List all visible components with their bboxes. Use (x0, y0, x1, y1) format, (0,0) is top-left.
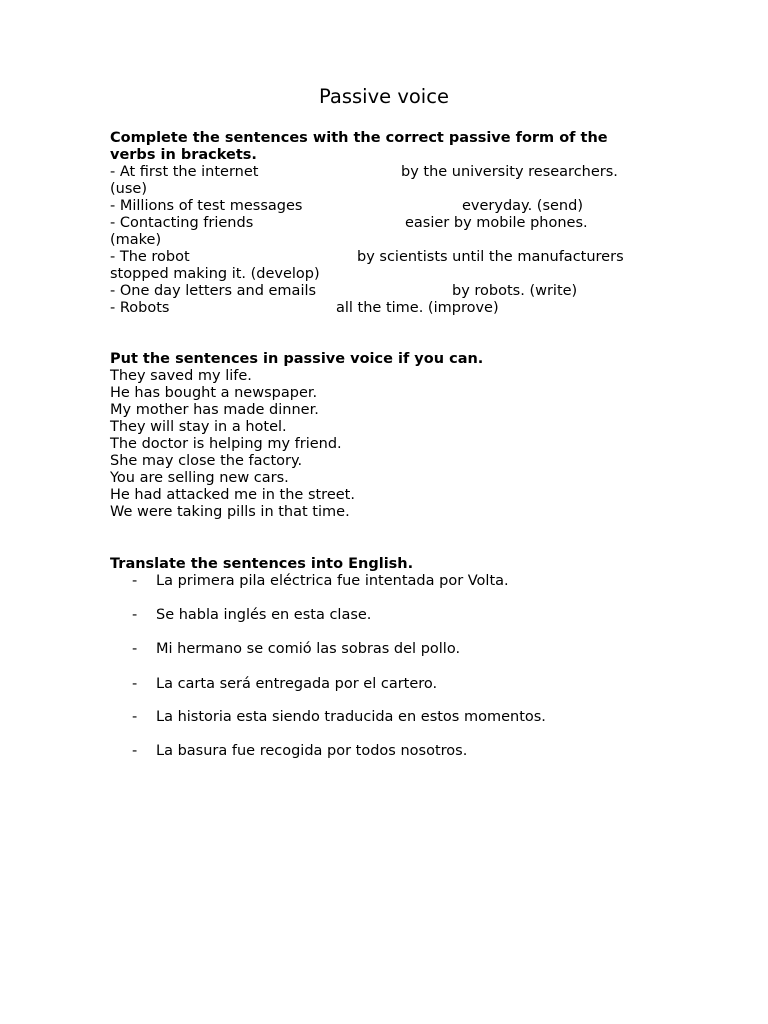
item-start: - One day letters and emails (110, 283, 317, 299)
page-title: Passive voice (319, 85, 449, 108)
bullet-dash: - (132, 641, 138, 657)
sentence: They will stay in a hotel. (110, 419, 287, 435)
section-heading: Put the sentences in passive voice if you can. (110, 351, 484, 367)
section-heading-continued: verbs in brackets. (110, 147, 257, 163)
exercise-item (110, 283, 670, 300)
list-item (110, 676, 670, 693)
exercise-item-verb: (make) (110, 232, 162, 248)
sentence: He had attacked me in the street. (110, 487, 355, 503)
item-end: by scientists until the manufacturers (357, 249, 624, 265)
list-item (110, 607, 670, 624)
section-translate (110, 556, 670, 760)
item-end: easier by mobile phones. (405, 215, 588, 231)
section-complete-sentences (110, 130, 670, 317)
exercise-item (110, 300, 670, 317)
list-item (110, 743, 670, 760)
bullet-dash: - (132, 709, 138, 725)
exercise-item (110, 164, 670, 181)
item-end: by robots. (write) (452, 283, 578, 299)
exercise-item (110, 198, 670, 215)
list-item-text: Mi hermano se comió las sobras del pollo. (156, 641, 461, 657)
list-item-text: La primera pila eléctrica fue intentada por Volta. (156, 573, 509, 589)
sentence: You are selling new cars. (110, 470, 289, 486)
bullet-dash: - (132, 607, 138, 623)
section-heading: Translate the sentences into English. (110, 556, 414, 572)
list-item (110, 709, 670, 726)
item-start: - Robots (110, 300, 170, 316)
sentence: She may close the factory. (110, 453, 303, 469)
list-item-text: Se habla inglés en esta clase. (156, 607, 372, 623)
item-start: - Millions of test messages (110, 198, 303, 214)
item-end: everyday. (send) (462, 198, 583, 214)
bullet-dash: - (132, 743, 138, 759)
exercise-item-verb: stopped making it. (develop) (110, 266, 320, 282)
bullet-dash: - (132, 573, 138, 589)
sentence: The doctor is helping my friend. (110, 436, 342, 452)
item-start: - At first the internet (110, 164, 259, 180)
list-item-text: La carta será entregada por el cartero. (156, 676, 438, 692)
section-heading: Complete the sentences with the correct passive form of the (110, 130, 608, 146)
exercise-item (110, 249, 670, 266)
item-start: - Contacting friends (110, 215, 254, 231)
sentence: They saved my life. (110, 368, 252, 384)
list-item (110, 641, 670, 658)
list-item (110, 573, 670, 590)
exercise-item-verb: (use) (110, 181, 147, 197)
sentence: We were taking pills in that time. (110, 504, 350, 520)
item-start: - The robot (110, 249, 190, 265)
item-end: all the time. (improve) (336, 300, 499, 316)
sentence: He has bought a newspaper. (110, 385, 318, 401)
list-item-text: La historia esta siendo traducida en estos momentos. (156, 709, 546, 725)
section-passive-voice (110, 351, 670, 521)
bullet-dash: - (132, 676, 138, 692)
list-item-text: La basura fue recogida por todos nosotros. (156, 743, 468, 759)
exercise-item (110, 215, 670, 232)
sentence: My mother has made dinner. (110, 402, 319, 418)
item-end: by the university researchers. (401, 164, 618, 180)
